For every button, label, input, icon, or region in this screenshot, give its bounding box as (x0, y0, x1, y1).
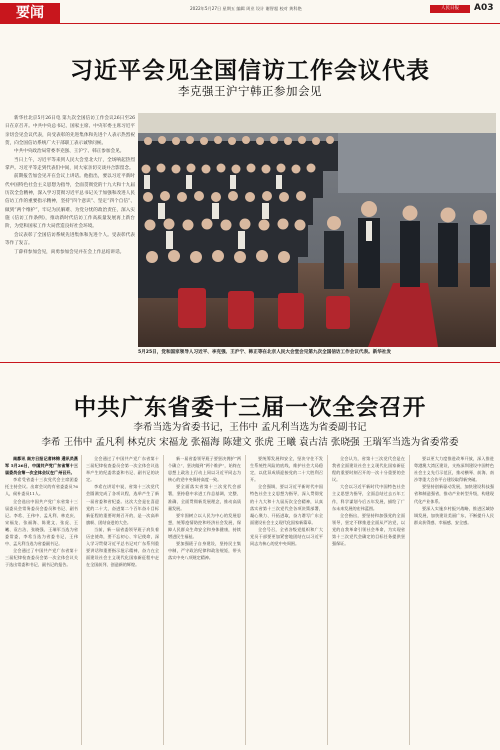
story1-paragraph: 中共中央政治局常委李克强、王沪宁、韩正参加会见。 (14, 149, 125, 155)
photo-caption: 5月25日，党和国家领导人习近平、李克强、王沪宁、韩正等在北京人民大会堂会见第九次全国信访工作会议代表。新华社发 (138, 350, 392, 355)
story2-paragraph: 要坚持创新驱动发展，加快建设科技强省和制造强省，推动产业转型升级，构建现代化产业体系。 (414, 484, 494, 504)
meeting-photo-illustration (138, 113, 496, 347)
column-rule (163, 455, 164, 745)
section-divider (0, 362, 500, 363)
story1-paragraph: 新华社北京5月26日电 第九次全国信访工作会议26日至26日在京召开。中共中央总书记、国家主席、中央军委主席习近平亲切会见会议代表，向受表彰的先进集体和先进个人表示热烈祝贺，向全国信访系统广大干部职工表示诚挚问候。 (5, 116, 135, 147)
header-badge: 人民日报 (430, 5, 470, 13)
story2-column-2 (86, 455, 159, 569)
masthead (0, 0, 500, 22)
story2-column-6 (414, 455, 494, 526)
story2-paragraph: 要统筹发展和安全，坚决守住不发生系统性风险的底线，维护社会大局稳定，以优异成绩迎接党的二十大胜利召开。 (250, 456, 323, 483)
story1-headline: 习近平会见全国信访工作会议代表 (70, 58, 430, 84)
story1-paragraph: 当日上午，习近平等来到人民大会堂北大厅，全场响起热烈掌声。习近平等走到代表们中间，同大家亲切交谈并合影留念。 (5, 157, 135, 172)
column-rule (245, 455, 246, 745)
story2-standing-committee: 李希 王伟中 孟凡利 林克庆 宋福龙 张福海 陈建文 张虎 王曦 袁古洁 张晓强 王瑞军当选为省委常委 (41, 437, 459, 448)
header-info: 2022年5月27日 星期五 编辑 周业 设计 谢智超 校对 黄科艳 (190, 6, 302, 11)
story1-paragraph: 前期报告加会见开在会议上讲话。他指出，要以习近平新时代中国特色社会主义思想为指导，全面贯彻党的十九大和十九届历次全会精神，深入学习贯彻习近平总书记关于加强和改进人民信访工作的重要指示精神，坚持“四个意识”、坚定“四个自信”、做到“两个维护”，牢记为民解难、为党分忧的政治责任，深入实施《信访工作条例》，推动新时代信访工作高质量发展再上新台阶，为党和国家工作大局营造良好社会环境。 (5, 174, 135, 230)
story2-headline: 中共广东省委十三届一次全会召开 (73, 395, 427, 421)
story2-paragraph: 要加强班子自身建设，坚持民主集中制，严守政治纪律和政治规矩，带头落实中央八项规定精神。 (168, 541, 241, 561)
story2-paragraph: 新一届省委领导班子要坚决拥护“两个确立”、坚决做到“两个维护”，始终在思想上政治上行动上同以习近平同志为核心的党中央保持高度一致。 (168, 456, 241, 483)
story2-subheadline: 李希当选为省委书记，王伟中 孟凡利当选为省委副书记 (133, 422, 367, 433)
story2-column-1 (5, 455, 78, 569)
story2-paragraph: 全会选出中国共产党广东省第十三届委员会常务委员会委员和书记、副书记。李希、王伟中、孟凡利、林克庆、宋福龙、张福海、陈建文、张虎、王曦、袁古洁、张晓强、王瑞军当选为省委常委，李希当选为省委书记，王伟中、孟凡利当选为省委副书记。 (5, 498, 78, 547)
story1-paragraph: 丁薛祥参加会见，尚勇参加会见并在会上作总结讲话。 (14, 249, 125, 255)
story2-column-3 (168, 455, 241, 561)
story2-paragraph: 要深入实施乡村振兴战略，推进区域协调发展，加快建设美丽广东，不断提升人民群众获得感、幸福感、安全感。 (414, 505, 494, 525)
story2-column-4 (250, 455, 323, 547)
story2-paragraph: 全会通过了中国共产党广东省第十三届纪律检查委员会第一次全体会议关于选出常委和书记、副书记的报告。 (5, 548, 78, 568)
story2-paragraph: 要全面落实省第十三次党代会部署，坚持稳中求进工作总基调，完整、准确、全面贯彻新发展理念，推动高质量发展。 (168, 484, 241, 511)
story1-subheadline: 李克强王沪宁韩正参加会见 (178, 84, 322, 98)
story2-paragraph: 李希受省委十三次党代会主席团委托主持会议。出席会议的有省委委员76人，候补委员11人。 (5, 477, 78, 497)
section-tag: 要闻 (0, 3, 60, 23)
page-number: A03 (474, 3, 494, 13)
story1-body (5, 115, 135, 257)
header-rule (0, 23, 500, 24)
story2-paragraph: 全会指出，要坚持和加强党的全面领导，坚定不移推进全面从严治党，以党的自我革命引领社会革命，为实现省第十三次党代会确定的目标任务提供坚强保证。 (332, 512, 405, 547)
story2-paragraph: 李希在讲话中说，省第十三次党代会圆满完成了各项议程，选举产生了新一届省委和省纪委。这次大会是在喜迎党的二十大、奋进第二个百年奋斗目标新征程的重要时刻召开的，是一次高举旗帜、团结奋进的大会。 (86, 484, 159, 525)
column-rule (81, 455, 82, 745)
story2-paragraph: 全会通过了中国共产党广东省第十三届纪律检查委员会第一次全体会议选举产生的纪委常委和书记、副书记的决定。 (86, 456, 159, 483)
story2-paragraph: 要以更大力度推进改革开放，深入推进粤港澳大湾区建设，支持深圳建设中国特色社会主义先行示范区，推动横琴、前海、南沙等重大合作平台建设取得新突破。 (414, 456, 494, 483)
story2-paragraph: 南都讯 南方日报记者林锦 通讯员燕军 5月26日，中国共产党广东省第十三届委员会第一次全体会议在广州召开。 (5, 456, 78, 476)
story2-paragraph: 全会认为，省第十三次党代会是在我省全面建设社会主义现代化国家新征程的重要时刻召开的一次十分重要的会议。 (332, 456, 405, 483)
story2-column-5 (332, 455, 405, 547)
story1-paragraph: 会议表彰了全国信访系统先进集体和先进个人。受表彰代表等作了发言。 (5, 232, 135, 247)
story2-paragraph: 全会号召，全省各级党组织和广大党员干部要更加紧密地团结在以习近平同志为核心的党中央周围。 (250, 526, 323, 547)
story2-paragraph: 全会强调，要以习近平新时代中国特色社会主义思想为指导，深入贯彻党的十九大和十九届历次全会精神，认真落实省第十三次党代会各项决策部署，凝心聚力、开拓进取，奋力谱写广东全面建设社会主义现代化国家新篇章。 (250, 484, 323, 525)
column-rule (409, 455, 410, 745)
story2-paragraph: 要牢固树立以人民为中心的发展思想，统筹疫情防控和经济社会发展，保障人民群众生命安全和身体健康，持续增进民生福祉。 (168, 512, 241, 540)
story2-paragraph: 大会以习近平新时代中国特色社会主义思想为指导，全面总结过去五年工作，科学谋划今后五年发展，描绘了广东未来发展的宏伟蓝图。 (332, 484, 405, 511)
story2-paragraph: 当前，新一届省委领导班子肩负着历史使命，要不忘初心、牢记使命，深入学习贯彻习近平总书记对广东系列重要讲话和重要指示批示精神，奋力在全面建设社会主义现代化国家新征程中走在全国前列、创造新的辉煌。 (86, 526, 159, 568)
meeting-photo (138, 113, 496, 347)
column-rule (327, 455, 328, 745)
